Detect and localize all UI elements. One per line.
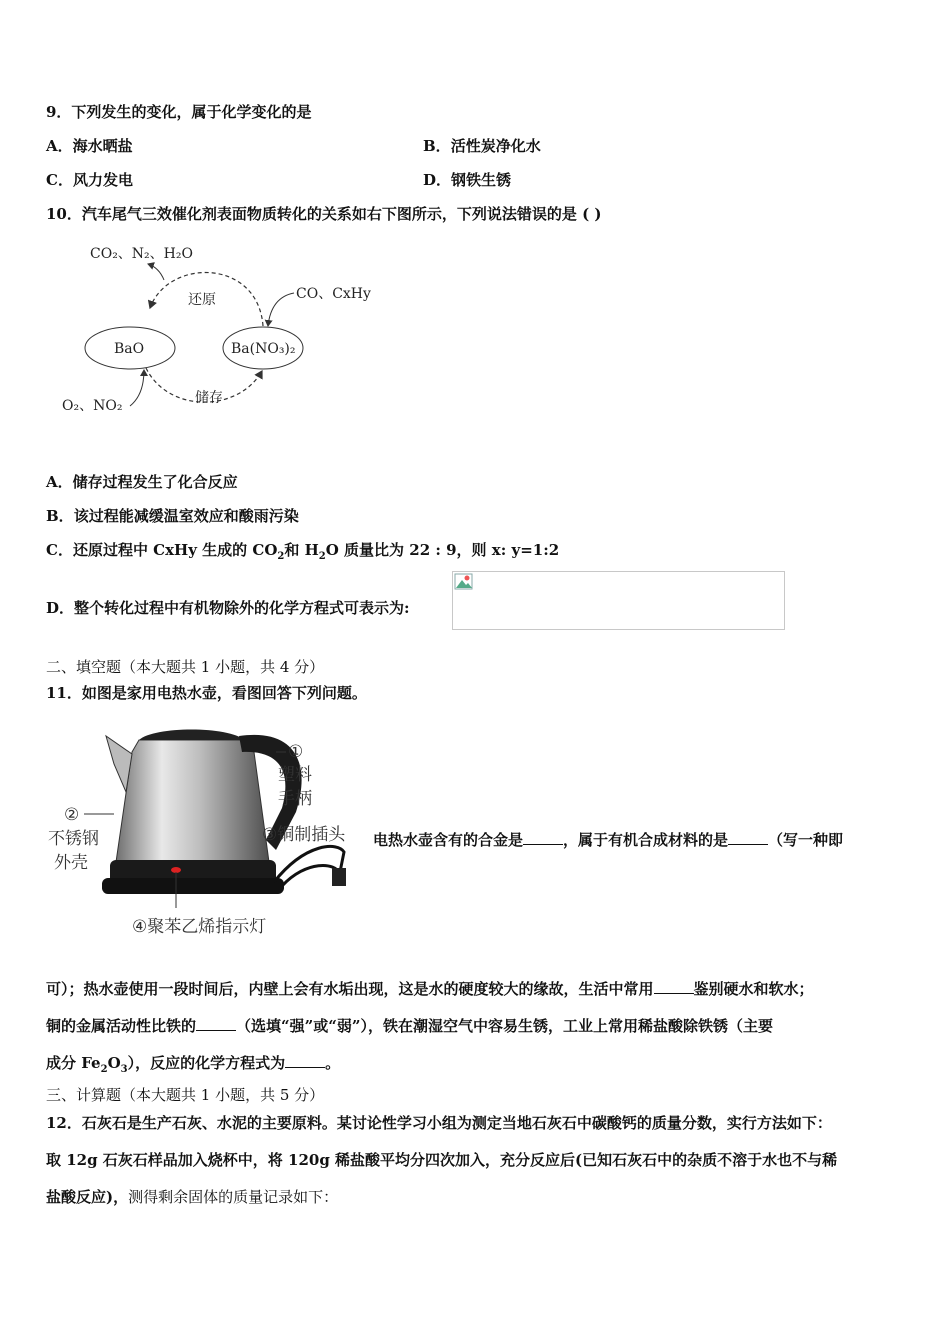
q11-inline-text: 电热水壶含有的合金是 ，属于有机合成材料的是 （写一种即 <box>373 831 844 849</box>
q10-option-c: C．还原过程中 CxHy 生成的 $CO_2$和 $H_2O$ 质量比为 22 : 9，则 x: y=1:2 <box>46 541 560 562</box>
catalyst-cycle-diagram <box>58 238 388 418</box>
section3-title: 三、计算题（本大题共 1 小题，共 5 分） <box>46 1086 325 1104</box>
q10-option-d: D．整个转化过程中有机物除外的化学方程式可表示为: <box>46 599 410 617</box>
answer-blank-3[interactable] <box>654 979 694 994</box>
answer-blank-2[interactable] <box>728 830 768 845</box>
q9-option-a: A．海水晒盐 B．活性炭净化水 <box>46 137 541 155</box>
q9-stem: 9．下列发生的变化，属于化学变化的是 <box>46 103 312 121</box>
answer-blank-4[interactable] <box>196 1016 236 1031</box>
store-label: 储存 <box>195 390 223 406</box>
q11-line-2: 可）；热水壶使用一段时间后，内壁上会有水垢出现，这是水的硬度较大的缘故，生活中常用 鉴别硬水和软水； <box>46 980 814 998</box>
q11-line-3: 铜的金属活动性比铁的 （选填“强”或“弱”），铁在潮湿空气中容易生锈，工业上常用稀盐酸除铁锈（主要 <box>46 1017 774 1035</box>
answer-blank-1[interactable] <box>523 830 563 845</box>
q12-line-1: 12．石灰石是生产石灰、水泥的主要原料。某讨论性学习小组为测定当地石灰石中碳酸钙的质量分数，实行方法如下： <box>46 1114 832 1132</box>
label-plug: ③铜制插头 <box>262 825 346 845</box>
q12-line-2: 取 12g 石灰石样品加入烧杯中，将 120g 稀盐酸平均分四次加入，充分反应后(已知石灰石中的杂质不溶于水也不与稀 <box>46 1151 838 1169</box>
q11-stem: 11．如图是家用电热水壶，看图回答下列问题。 <box>46 684 367 702</box>
q9-option-d: D．钢铁生锈 <box>423 171 512 189</box>
broken-image-icon <box>454 573 474 591</box>
label-light: ④聚苯乙烯指示灯 <box>132 917 267 937</box>
q9-option-c: C．风力发电 D．钢铁生锈 <box>46 171 512 189</box>
label-handle-1: 塑料 <box>278 765 312 785</box>
reactants-right-label: CO、CxHy <box>296 286 371 302</box>
bano3-label: Ba(NO₃)₂ <box>231 341 296 357</box>
section2-title: 二、填空题（本大题共 1 小题，共 4 分） <box>46 658 325 676</box>
answer-blank-5[interactable] <box>285 1053 325 1068</box>
bao-label: BaO <box>114 341 145 357</box>
broken-image-placeholder <box>452 571 785 630</box>
products-label: CO₂、N₂、H₂O <box>90 246 193 262</box>
q10-stem: 10．汽车尾气三效催化剂表面物质转化的关系如右下图所示，下列说法错误的是 ( ) <box>46 205 602 223</box>
kettle-figure <box>44 722 366 942</box>
q9-option-b: B．活性炭净化水 <box>423 137 541 155</box>
q12-line-3: 盐酸反应)，测得剩余固体的质量记录如下： <box>46 1188 339 1206</box>
label-shell-2: 外壳 <box>54 853 88 873</box>
q10-option-a: A．储存过程发生了化合反应 <box>46 473 238 491</box>
label-handle-2: 手柄 <box>278 789 312 809</box>
label-n1: ① <box>288 742 304 762</box>
label-shell-1: 不锈钢 <box>48 829 99 849</box>
q11-line-4: 成分 $Fe_2O_3$），反应的化学方程式为 。 <box>46 1054 341 1075</box>
q10-option-b: B．该过程能减缓温室效应和酸雨污染 <box>46 507 299 525</box>
reduce-label: 还原 <box>188 292 216 308</box>
label-n2: ② <box>64 805 80 825</box>
reactants-left-label: O₂、NO₂ <box>62 398 123 414</box>
